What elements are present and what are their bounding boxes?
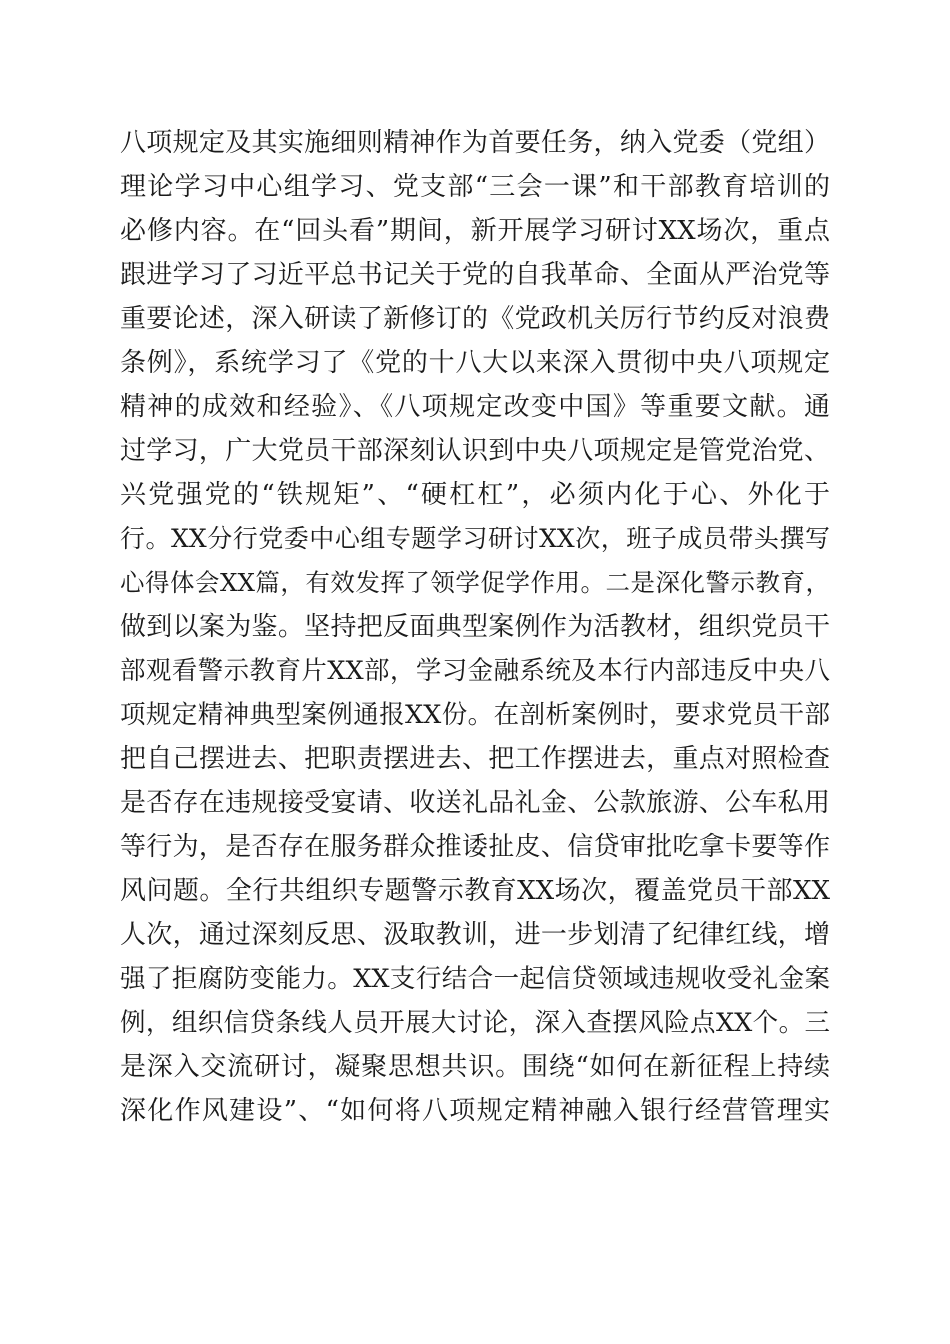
text-line-11: 心得体会XX篇，有效发挥了领学促学作用。二是深化警示教育， [120,568,830,597]
text-line-4: 跟进学习了习近平总书记关于党的自我革命、全面从严治党等 [120,260,830,290]
text-line-23: 深化作风建设”、“如何将八项规定精神融入银行经营管理实 [120,1096,830,1126]
text-line-5: 重要论述，深入研读了新修订的《党政机关厉行节约反对浪费 [120,304,830,334]
text-line-20: 强了拒腐防变能力。XX支行结合一起信贷领域违规收受礼金案 [120,964,830,994]
text-line-15: 把自己摆进去、把职责摆进去、把工作摆进去，重点对照检查 [120,744,830,774]
text-line-1: 八项规定及其实施细则精神作为首要任务，纳入党委（党组） [120,128,830,158]
text-line-12: 做到以案为鉴。坚持把反面典型案例作为活教材，组织党员干 [120,612,830,642]
text-line-19: 人次，通过深刻反思、汲取教训，进一步划清了纪律红线，增 [120,920,830,950]
text-line-9: 兴党强党的“铁规矩”、“硬杠杠”，必须内化于心、外化于 [120,480,830,510]
text-line-2: 理论学习中心组学习、党支部“三会一课”和干部教育培训的 [120,172,830,202]
text-line-7: 精神的成效和经验》、《八项规定改变中国》等重要文献。通 [120,392,830,422]
text-line-3: 必修内容。在“回头看”期间，新开展学习研讨XX场次，重点 [120,216,830,246]
text-line-6: 条例》，系统学习了《党的十八大以来深入贯彻中央八项规定 [120,348,830,378]
text-line-10: 行。XX分行党委中心组专题学习研讨XX次，班子成员带头撰写 [120,524,830,553]
text-line-8: 过学习，广大党员干部深刻认识到中央八项规定是管党治党、 [120,436,830,466]
text-line-17: 等行为，是否存在服务群众推诿扯皮、信贷审批吃拿卡要等作 [120,832,830,862]
text-line-14: 项规定精神典型案例通报XX份。在剖析案例时，要求党员干部 [120,700,830,730]
text-line-21: 例，组织信贷条线人员开展大讨论，深入查摆风险点XX个。三 [120,1008,830,1038]
body-paragraph [120,121,830,1133]
text-line-22: 是深入交流研讨，凝聚思想共识。围绕“如何在新征程上持续 [120,1052,830,1082]
text-line-18: 风问题。全行共组织专题警示教育XX场次，覆盖党员干部XX [120,876,830,906]
text-line-13: 部观看警示教育片XX部，学习金融系统及本行内部违反中央八 [120,656,830,686]
text-line-16: 是否存在违规接受宴请、收送礼品礼金、公款旅游、公车私用 [120,788,830,818]
